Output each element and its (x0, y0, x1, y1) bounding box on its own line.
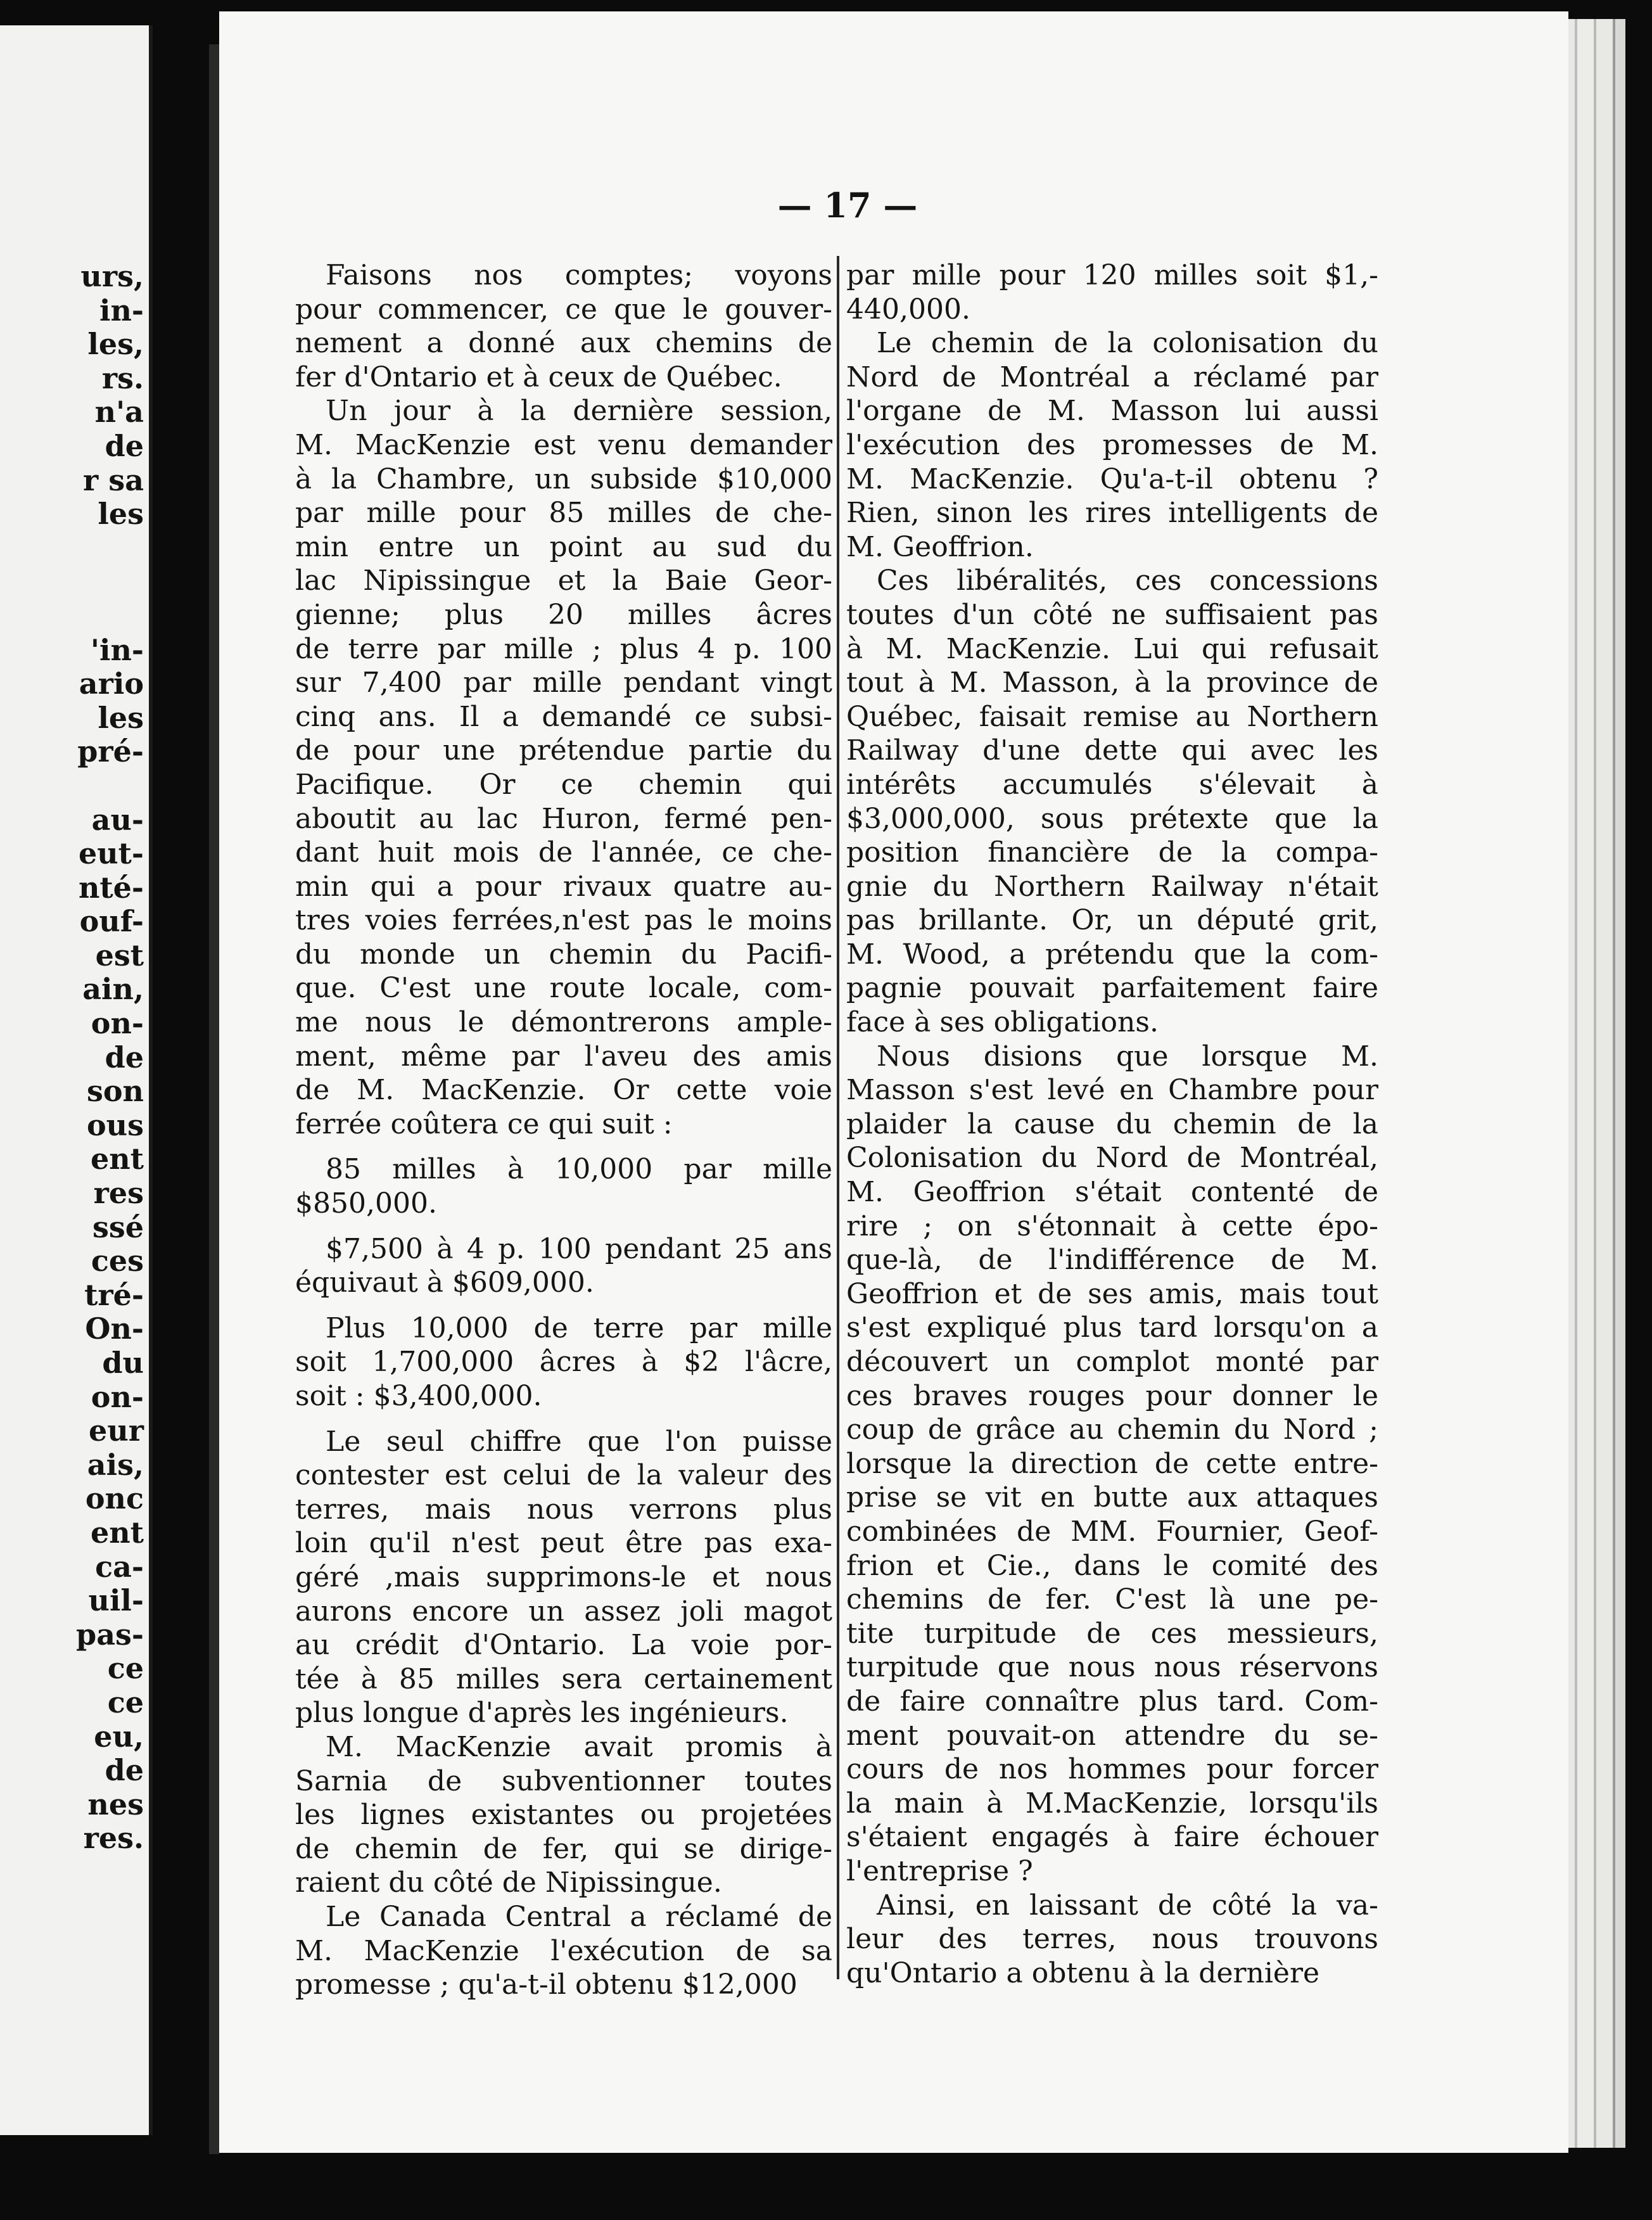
text-line-content: s'est expliqué plus tard lorsqu'on a (846, 1311, 1378, 1344)
text-line (846, 666, 1378, 700)
text-line-content: plaider la cause du chemin de la (846, 1107, 1378, 1140)
text-line (295, 326, 832, 360)
text-line (846, 394, 1378, 428)
text-line-content: Geoffrion et de ses amis, mais tout (846, 1277, 1378, 1310)
text-line-content: $3,000,000, sous prétexte que la (846, 802, 1378, 835)
text-line-content: Le Canada Central a réclamé de (326, 1900, 832, 1933)
text-line (295, 870, 832, 904)
text-line-content: me nous le démontrerons ample- (295, 1006, 832, 1039)
text-line (295, 462, 832, 497)
text-line (295, 1662, 832, 1697)
text-line (295, 1425, 832, 1459)
text-line (846, 1040, 1378, 1074)
text-line (295, 1900, 832, 1934)
previous-page-fragment: eu, (94, 1719, 144, 1754)
text-line-content: nement a donné aux chemins de (295, 327, 832, 360)
previous-page-fragment: tré- (84, 1277, 144, 1312)
text-line (846, 1447, 1378, 1481)
previous-page-fragment: onc (85, 1481, 144, 1516)
text-line-content: au crédit d'Ontario. La voie por- (295, 1629, 832, 1662)
text-line (846, 836, 1378, 870)
text-line (846, 1583, 1378, 1617)
text-line (295, 1493, 832, 1527)
text-line-content: tout à M. Masson, à la province de (846, 667, 1378, 699)
text-line (846, 1922, 1378, 1956)
text-line-content: promesse ; qu'a-t-il obtenu $12,000 (295, 1968, 797, 2001)
text-line (846, 1413, 1378, 1447)
text-line (295, 971, 832, 1005)
previous-page-fragment (0, 769, 144, 803)
text-line-content: Nous disions que lorsque M. (877, 1040, 1378, 1073)
text-line-content: leur des terres, nous trouvons (846, 1923, 1378, 1956)
text-line (846, 1650, 1378, 1685)
previous-page-fragment: 'in- (90, 632, 144, 667)
text-line (295, 1595, 832, 1629)
text-line (846, 1481, 1378, 1515)
text-line (846, 1719, 1378, 1753)
text-line (846, 870, 1378, 904)
previous-page-fragment: ario (79, 667, 144, 701)
previous-page-fragment: eur (89, 1413, 144, 1448)
text-line (846, 462, 1378, 497)
text-line-content: soit 1,700,000 âcres à $2 l'âcre, (295, 1346, 832, 1379)
text-line-content: l'entreprise ? (846, 1854, 1033, 1887)
previous-page-fragment: ce (107, 1651, 144, 1686)
text-line-content: soit : $3,400,000. (295, 1380, 542, 1412)
text-line-content: de terre par mille ; plus 4 p. 100 (295, 632, 832, 665)
text-line (295, 258, 832, 293)
previous-page-fragment: nes (87, 1787, 144, 1821)
text-line (295, 1379, 832, 1413)
text-line-content: M. Geoffrion. (846, 530, 1034, 563)
text-line (295, 530, 832, 565)
text-line-content: ment pouvait-on attendre du se- (846, 1719, 1378, 1752)
text-line-content: dant huit mois de l'année, ce che- (295, 836, 832, 869)
previous-page-fragment: les, (87, 327, 144, 362)
text-line-content: prise se vit en butte aux attaques (846, 1481, 1378, 1514)
text-line (295, 1934, 832, 1968)
previous-page-fragment: de (105, 428, 144, 463)
previous-page-fragment: res (93, 1176, 144, 1211)
text-line (295, 1232, 832, 1266)
text-line (295, 632, 832, 667)
text-line (846, 564, 1378, 598)
previous-page-fragment: r sa (83, 462, 144, 497)
text-line (846, 1345, 1378, 1379)
text-line (846, 971, 1378, 1005)
text-line-content: Le seul chiffre que l'on puisse (326, 1425, 832, 1458)
text-line-content: lorsque la direction de cette entre- (846, 1447, 1378, 1480)
text-line-content: Colonisation du Nord de Montréal, (846, 1142, 1378, 1175)
page-number: — 17 — (777, 185, 918, 226)
text-line (846, 1752, 1378, 1787)
text-line-content: pas brillante. Or, un député grit, (846, 904, 1378, 937)
text-line (295, 394, 832, 428)
text-line-content: M. Geoffrion s'était contenté de (846, 1176, 1378, 1209)
text-line-content: équivaut à $609,000. (295, 1266, 594, 1299)
text-line-content: la main à M.MacKenzie, lorsqu'ils (846, 1787, 1378, 1820)
text-line (846, 598, 1378, 632)
text-line-content: min entre un point au sud du (295, 530, 832, 563)
previous-page-fragment: rs. (101, 360, 144, 395)
text-line-content: découvert un complot monté par (846, 1346, 1378, 1378)
text-line-content: 85 milles à 10,000 par mille (326, 1153, 832, 1186)
text-line (295, 496, 832, 530)
previous-page-fragment: ssé (92, 1209, 144, 1244)
text-line-content: à M. MacKenzie. Lui qui refusait (846, 632, 1378, 665)
page-stack-edge (1568, 19, 1625, 2148)
text-line (846, 360, 1378, 395)
previous-page-fragment: on- (91, 1379, 144, 1414)
text-line-content: contester est celui de la valeur des (295, 1459, 832, 1492)
text-line-content: lac Nipissingue et la Baie Geor- (295, 565, 832, 597)
text-line (295, 564, 832, 598)
text-line (295, 1526, 832, 1560)
text-line (846, 496, 1378, 530)
text-line-content: ment, même par l'aveu des amis (295, 1040, 832, 1073)
text-line (846, 1617, 1378, 1651)
text-line (295, 1005, 832, 1040)
text-line (295, 1311, 832, 1346)
text-line-content: 440,000. (846, 293, 970, 326)
text-line-content: position financière de la compa- (846, 836, 1378, 869)
text-line-content: cours de nos hommes pour forcer (846, 1753, 1378, 1786)
text-line-content: de faire connaître plus tard. Com- (846, 1685, 1378, 1718)
text-line (295, 428, 832, 462)
text-line-content: Masson s'est levé en Chambre pour (846, 1074, 1378, 1107)
text-line-content: face à ses obligations. (846, 1006, 1159, 1039)
page-gutter (209, 44, 219, 2154)
text-line (295, 1107, 832, 1142)
text-line-content: loin qu'il n'est peut être pas exa- (295, 1527, 832, 1560)
text-line-content: $850,000. (295, 1187, 437, 1220)
previous-page-fragment: on- (91, 1006, 144, 1041)
text-line (846, 938, 1378, 972)
text-line-content: toutes d'un côté ne suffisaient pas (846, 598, 1378, 631)
text-line-content: ferrée coûtera ce qui suit : (295, 1107, 673, 1140)
text-line-content: de M. MacKenzie. Or cette voie (295, 1074, 832, 1107)
text-line (846, 1243, 1378, 1277)
text-column-right (846, 258, 1378, 1990)
text-line-content: raient du côté de Nipissingue. (295, 1866, 722, 1899)
text-line-content: gienne; plus 20 milles âcres (295, 598, 832, 631)
text-line (295, 1798, 832, 1832)
previous-page-fragment: ce (107, 1685, 144, 1719)
text-line (846, 293, 1378, 327)
text-line (295, 1560, 832, 1595)
text-line-content: Sarnia de subventionner toutes (295, 1764, 832, 1797)
text-line (295, 836, 832, 870)
text-line-content: fer d'Ontario et à ceux de Québec. (295, 360, 782, 393)
previous-page-fragment (0, 565, 144, 599)
text-line-content: frion et Cie., dans le comité des (846, 1549, 1378, 1582)
text-line-content: à la Chambre, un subside $10,000 (295, 462, 832, 495)
text-line (846, 1311, 1378, 1345)
text-line-content: rire ; on s'étonnait à cette épo- (846, 1209, 1378, 1242)
text-line-content: chemins de fer. C'est là une pe- (846, 1583, 1378, 1616)
text-line-content: aurons encore un assez joli magot (295, 1595, 832, 1628)
text-line-content: de pour une prétendue partie du (295, 734, 832, 767)
text-line (846, 1549, 1378, 1583)
text-line-content: sur 7,400 par mille pendant vingt (295, 667, 832, 699)
text-line (295, 1968, 832, 2002)
text-line (846, 258, 1378, 293)
previous-page-fragment: son (86, 1074, 144, 1109)
text-line (846, 700, 1378, 734)
text-line (846, 903, 1378, 938)
text-line-content: Ces libéralités, ces concessions (877, 565, 1378, 597)
column-divider (837, 256, 839, 1979)
text-line (846, 1956, 1378, 1991)
text-line (846, 1787, 1378, 1821)
text-line-content: aboutit au lac Huron, fermé pen- (295, 802, 832, 835)
text-line (295, 938, 832, 972)
text-line-content: Faisons nos comptes; voyons (326, 259, 832, 291)
previous-page-fragment: uil- (88, 1583, 144, 1618)
text-line-content: géré ,mais supprimons-le et nous (295, 1560, 832, 1593)
text-line (295, 700, 832, 734)
text-line (295, 768, 832, 802)
text-line (295, 1764, 832, 1799)
text-line (295, 293, 832, 327)
text-line (846, 1379, 1378, 1413)
text-line (846, 1005, 1378, 1040)
text-line-content: que-là, de l'indifférence de M. (846, 1244, 1378, 1277)
text-line-content: les lignes existantes ou projetées (295, 1799, 832, 1832)
text-line-content: Nord de Montréal a réclamé par (846, 360, 1378, 393)
text-line-content: gnie du Northern Railway n'était (846, 870, 1378, 903)
text-line-content: Railway d'une dette qui avec les (846, 734, 1378, 767)
text-line-content: Rien, sinon les rires intelligents de (846, 497, 1378, 530)
previous-page-fragment: au- (91, 802, 144, 837)
text-line (846, 326, 1378, 360)
text-line (295, 734, 832, 768)
text-line (846, 1854, 1378, 1889)
text-line-content: Ainsi, en laissant de côté la va- (877, 1889, 1378, 1922)
previous-page-fragment: res. (83, 1821, 144, 1856)
text-line-content: tite turpitude de ces messieurs, (846, 1617, 1378, 1650)
text-line-content: M. MacKenzie l'exécution de sa (295, 1934, 832, 1967)
previous-page-fragment (0, 532, 144, 566)
previous-page-fragment: ent (91, 1142, 144, 1177)
text-line-content: pagnie pouvait parfaitement faire (846, 972, 1378, 1005)
text-line (295, 903, 832, 938)
text-line-content: turpitude que nous nous réservons (846, 1651, 1378, 1684)
text-line (846, 1107, 1378, 1142)
previous-page-fragment: de (105, 1040, 144, 1075)
text-line (295, 666, 832, 700)
text-line (295, 1040, 832, 1074)
text-line (295, 1696, 832, 1730)
previous-page-fragment: de (105, 1753, 144, 1788)
previous-page-fragment: ces (91, 1244, 144, 1279)
text-line-content: M. MacKenzie est venu demander (295, 428, 832, 461)
text-line-content: que. C'est une route locale, com- (295, 972, 832, 1005)
text-line-content: intérêts accumulés s'élevait à (846, 768, 1378, 801)
text-line-content: Un jour à la dernière session, (326, 395, 832, 428)
text-line (846, 530, 1378, 565)
text-line (846, 768, 1378, 802)
text-line (846, 428, 1378, 462)
text-line-content: s'étaient engagés à faire échouer (846, 1821, 1378, 1854)
previous-page-fragment: du (102, 1346, 144, 1380)
text-line (295, 1730, 832, 1764)
text-line (846, 1141, 1378, 1175)
previous-page-fragment: ent (91, 1515, 144, 1550)
text-line (295, 1152, 832, 1187)
previous-page-strip (0, 25, 153, 2135)
previous-page-fragment (0, 599, 144, 634)
previous-page-fragment: n'a (94, 395, 144, 430)
previous-page-fragment: ca- (95, 1549, 144, 1584)
text-line-content: Pacifique. Or ce chemin qui (295, 768, 832, 801)
text-line-content: Le chemin de la colonisation du (877, 327, 1378, 360)
text-line-content: terres, mais nous verrons plus (295, 1493, 832, 1526)
text-line (295, 1628, 832, 1662)
text-line (846, 1209, 1378, 1244)
text-line-content: du monde un chemin du Pacifi- (295, 938, 832, 971)
text-line (846, 632, 1378, 667)
previous-page-fragment: On- (85, 1311, 144, 1346)
text-column-left (295, 258, 832, 2002)
text-line-content: l'organe de M. Masson lui aussi (846, 395, 1378, 428)
text-line (295, 598, 832, 632)
text-line-content: Plus 10,000 de terre par mille (326, 1311, 832, 1344)
text-line-content: pour commencer, ce que le gouver- (295, 293, 832, 326)
text-line (295, 802, 832, 836)
text-line (295, 1266, 832, 1300)
text-line-content: M. MacKenzie avait promis à (326, 1730, 832, 1763)
previous-page-fragment: ouf- (79, 904, 144, 939)
text-line-content: coup de grâce au chemin du Nord ; (846, 1413, 1378, 1446)
text-line (846, 1073, 1378, 1107)
previous-page-fragment: pas- (76, 1617, 144, 1652)
text-line-content: Québec, faisait remise au Northern (846, 700, 1378, 733)
previous-page-fragment: nté- (78, 870, 144, 905)
text-line (295, 1458, 832, 1493)
text-line (846, 1889, 1378, 1923)
text-line-content: M. Wood, a prétendu que la com- (846, 938, 1378, 971)
text-line (295, 1345, 832, 1379)
text-line-content: $7,500 à 4 p. 100 pendant 25 ans (326, 1232, 832, 1265)
previous-page-fragment: ous (86, 1107, 144, 1142)
text-line-content: tres voies ferrées,n'est pas le moins (295, 904, 832, 937)
text-line-content: qu'Ontario a obtenu à la dernière (846, 1956, 1320, 1989)
text-line-content: cinq ans. Il a demandé ce subsi- (295, 700, 832, 733)
text-line-content: par mille pour 85 milles de che- (295, 497, 832, 530)
text-line (295, 1866, 832, 1900)
text-line (846, 1820, 1378, 1854)
previous-page-fragment: in- (99, 293, 144, 328)
previous-page-fragment: pré- (77, 734, 144, 769)
text-line (846, 1277, 1378, 1311)
text-line-content: ces braves rouges pour donner le (846, 1379, 1378, 1412)
text-line-content: par mille pour 120 milles soit $1,- (846, 259, 1378, 291)
text-line (846, 802, 1378, 836)
text-line (295, 1073, 832, 1107)
text-line-content: combinées de MM. Fournier, Geof- (846, 1515, 1378, 1548)
text-line (295, 1832, 832, 1866)
text-line (846, 734, 1378, 768)
text-line (295, 360, 832, 395)
previous-page-fragment: les (98, 497, 144, 532)
previous-page-fragment: eut- (78, 836, 144, 871)
text-line (846, 1515, 1378, 1549)
previous-page-fragment: les (98, 700, 144, 735)
text-line-content: plus longue d'après les ingénieurs. (295, 1697, 789, 1730)
text-line-content: l'exécution des promesses de M. (846, 428, 1378, 461)
text-line-content: tée à 85 milles sera certainement (295, 1662, 832, 1695)
text-line-content: M. MacKenzie. Qu'a-t-il obtenu ? (846, 462, 1378, 495)
previous-page-fragment: ain, (82, 972, 144, 1007)
previous-page-fragment: urs, (80, 259, 144, 293)
previous-page-text (0, 260, 144, 1856)
text-line-content: min qui a pour rivaux quatre au- (295, 870, 832, 903)
previous-page-fragment: est (95, 938, 144, 973)
text-line (846, 1175, 1378, 1209)
text-line (295, 1187, 832, 1221)
previous-page-fragment: ais, (87, 1447, 144, 1482)
text-line-content: de chemin de fer, qui se dirige- (295, 1832, 832, 1865)
text-line (846, 1685, 1378, 1719)
